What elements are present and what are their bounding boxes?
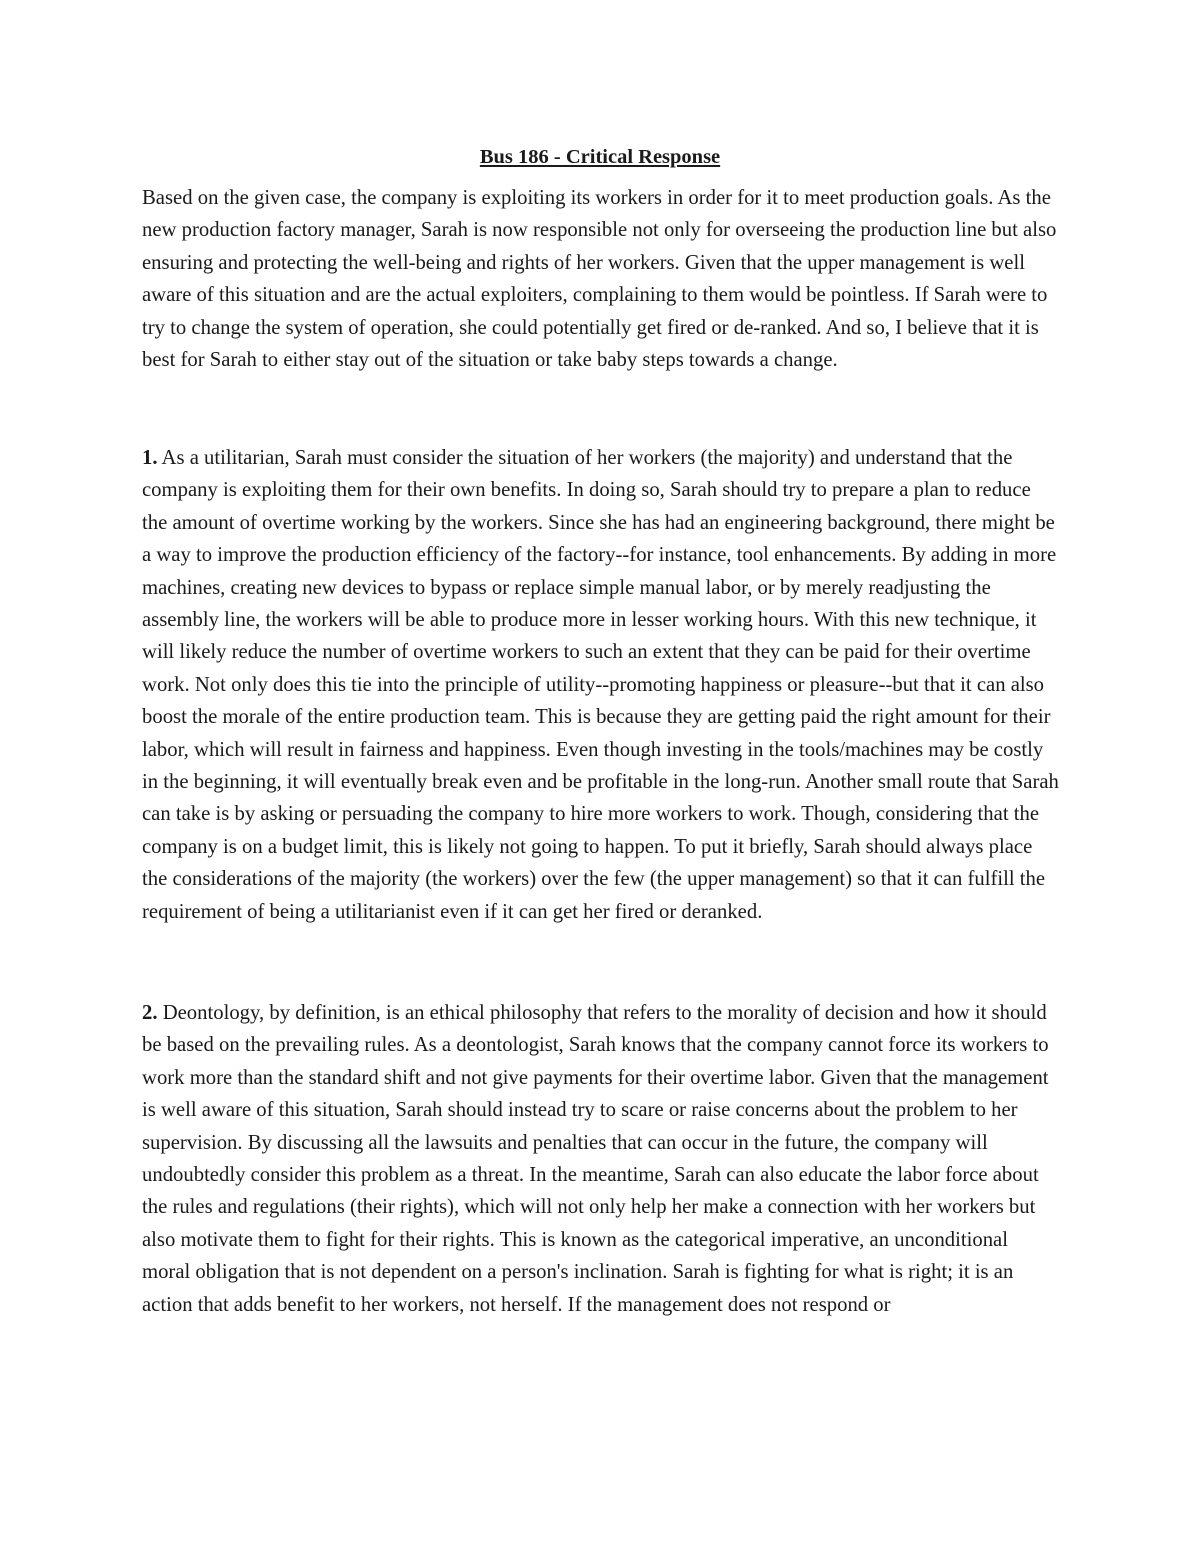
- section-2-paragraph: [142, 997, 1060, 1321]
- section-2-text: Deontology, by definition, is an ethical philosophy that refers to the morality of decision and how it should be based on the prevailing rules. As a deontologist, Sarah knows that the company cannot force its workers to work more than the standard shift and not give payments for their overtime labor. Given that the management is well aware of this situation, Sarah should instead try to scare or raise concerns about the problem to her supervision. By discussing all the lawsuits and penalties that can occur in the future, the company will undoubtedly consider this problem as a threat. In the meantime, Sarah can also educate the labor force about the rules and regulations (their rights), which will not only help her make a connection with her workers but also motivate them to fight for their rights. This is known as the categorical imperative, an unconditional moral obligation that is not dependent on a person's inclination. Sarah is fighting for what is right; it is an action that adds benefit to her workers, not herself. If the management does not respond or: [142, 1002, 1049, 1316]
- section-1-number: 1.: [142, 447, 158, 469]
- section-1-text: As a utilitarian, Sarah must consider the situation of her workers (the majority) and understand that the company is exploiting them for their own benefits. In doing so, Sarah should try to prepare a plan to reduce the amount of overtime working by the workers. Since she has had an engineering background, there might be a way to improve the production efficiency of the factory--for instance, tool enhancements. By adding in more machines, creating new devices to bypass or replace simple manual labor, or by merely readjusting the assembly line, the workers will be able to produce more in lesser working hours. With this new technique, it will likely reduce the number of overtime workers to such an extent that they can be paid for their overtime work. Not only does this tie into the principle of utility--promoting happiness or pleasure--but that it can also boost the morale of the entire production team. This is because they are getting paid the right amount for their labor, which will result in fairness and happiness. Even though investing in the tools/machines may be costly in the beginning, it will eventually break even and be profitable in the long-run. Another small route that Sarah can take is by asking or persuading the company to hire more workers to work. Though, considering that the company is on a budget limit, this is likely not going to happen. To put it briefly, Sarah should always place the considerations of the majority (the workers) over the few (the upper management) so that it can fulfill the requirement of being a utilitarianist even if it can get her fired or deranked.: [142, 447, 1059, 923]
- section-2-number: 2.: [142, 1002, 158, 1024]
- section-1-paragraph: [142, 442, 1060, 928]
- document-title: Bus 186 - Critical Response: [479, 146, 721, 168]
- intro-paragraph: Based on the given case, the company is exploiting its workers in order for it to meet production goals. As the new production factory manager, Sarah is now responsible not only for overseeing the production line but also ensuring and protecting the well-being and rights of her workers. Given that the upper management is well aware of this situation and are the actual exploiters, complaining to them would be pointless. If Sarah were to try to change the system of operation, she could potentially get fired or de-ranked. And so, I believe that it is best for Sarah to either stay out of the situation or take baby steps towards a change.: [142, 187, 1057, 372]
